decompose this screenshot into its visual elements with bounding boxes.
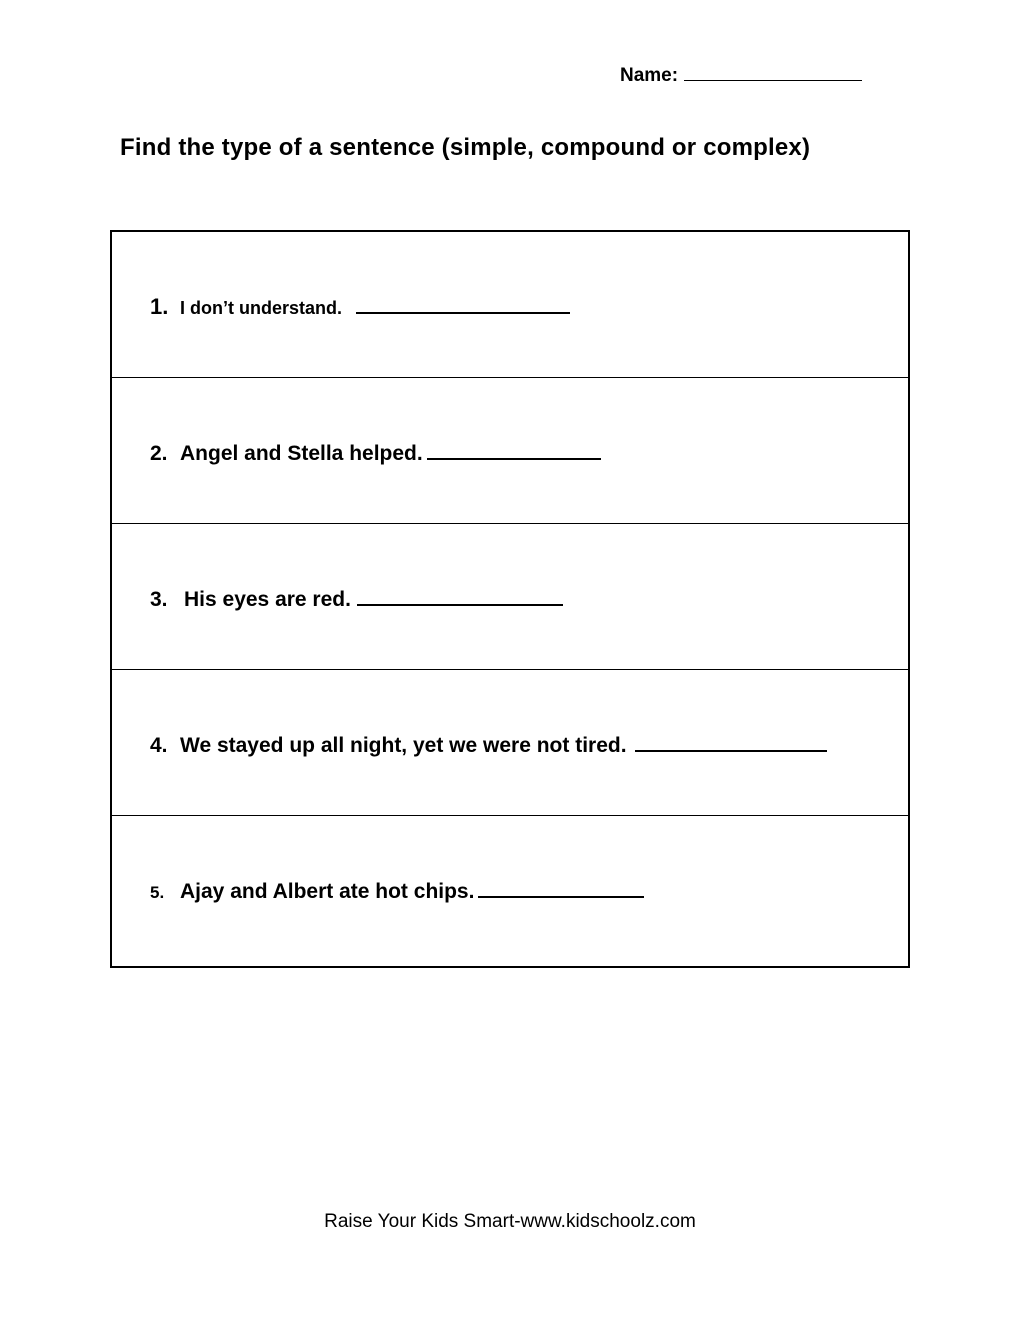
question-number: 2. — [150, 442, 168, 465]
answer-blank[interactable] — [427, 438, 601, 460]
question-text: Angel and Stella helped. — [180, 442, 423, 465]
question-row — [112, 524, 908, 670]
question-3 — [150, 584, 563, 612]
name-label: Name: — [620, 65, 679, 86]
question-row — [112, 378, 908, 524]
answer-blank[interactable] — [478, 876, 644, 898]
question-text: Ajay and Albert ate hot chips. — [180, 880, 475, 903]
question-2 — [150, 438, 601, 466]
question-number: 5. — [150, 883, 165, 902]
worksheet-title: Find the type of a sentence (simple, compound or complex) — [120, 134, 811, 161]
answer-blank[interactable] — [357, 584, 563, 606]
question-text: We stayed up all night, yet we were not tired. — [180, 734, 627, 757]
question-number: 3. — [150, 588, 168, 611]
question-1 — [150, 292, 570, 320]
question-5 — [150, 876, 644, 904]
question-4 — [150, 730, 827, 758]
answer-blank[interactable] — [635, 730, 827, 752]
answer-blank[interactable] — [356, 292, 570, 314]
question-number: 1. — [150, 294, 169, 319]
question-table — [110, 230, 910, 968]
footer-credit: Raise Your Kids Smart-www.kidschoolz.com — [324, 1211, 696, 1232]
question-row — [112, 816, 908, 965]
name-blank[interactable] — [684, 62, 862, 81]
question-row — [112, 232, 908, 378]
question-row — [112, 670, 908, 816]
question-text: His eyes are red. — [184, 588, 351, 611]
name-field — [620, 62, 862, 87]
question-text: I don’t understand. — [180, 298, 342, 318]
question-number: 4. — [150, 734, 168, 757]
